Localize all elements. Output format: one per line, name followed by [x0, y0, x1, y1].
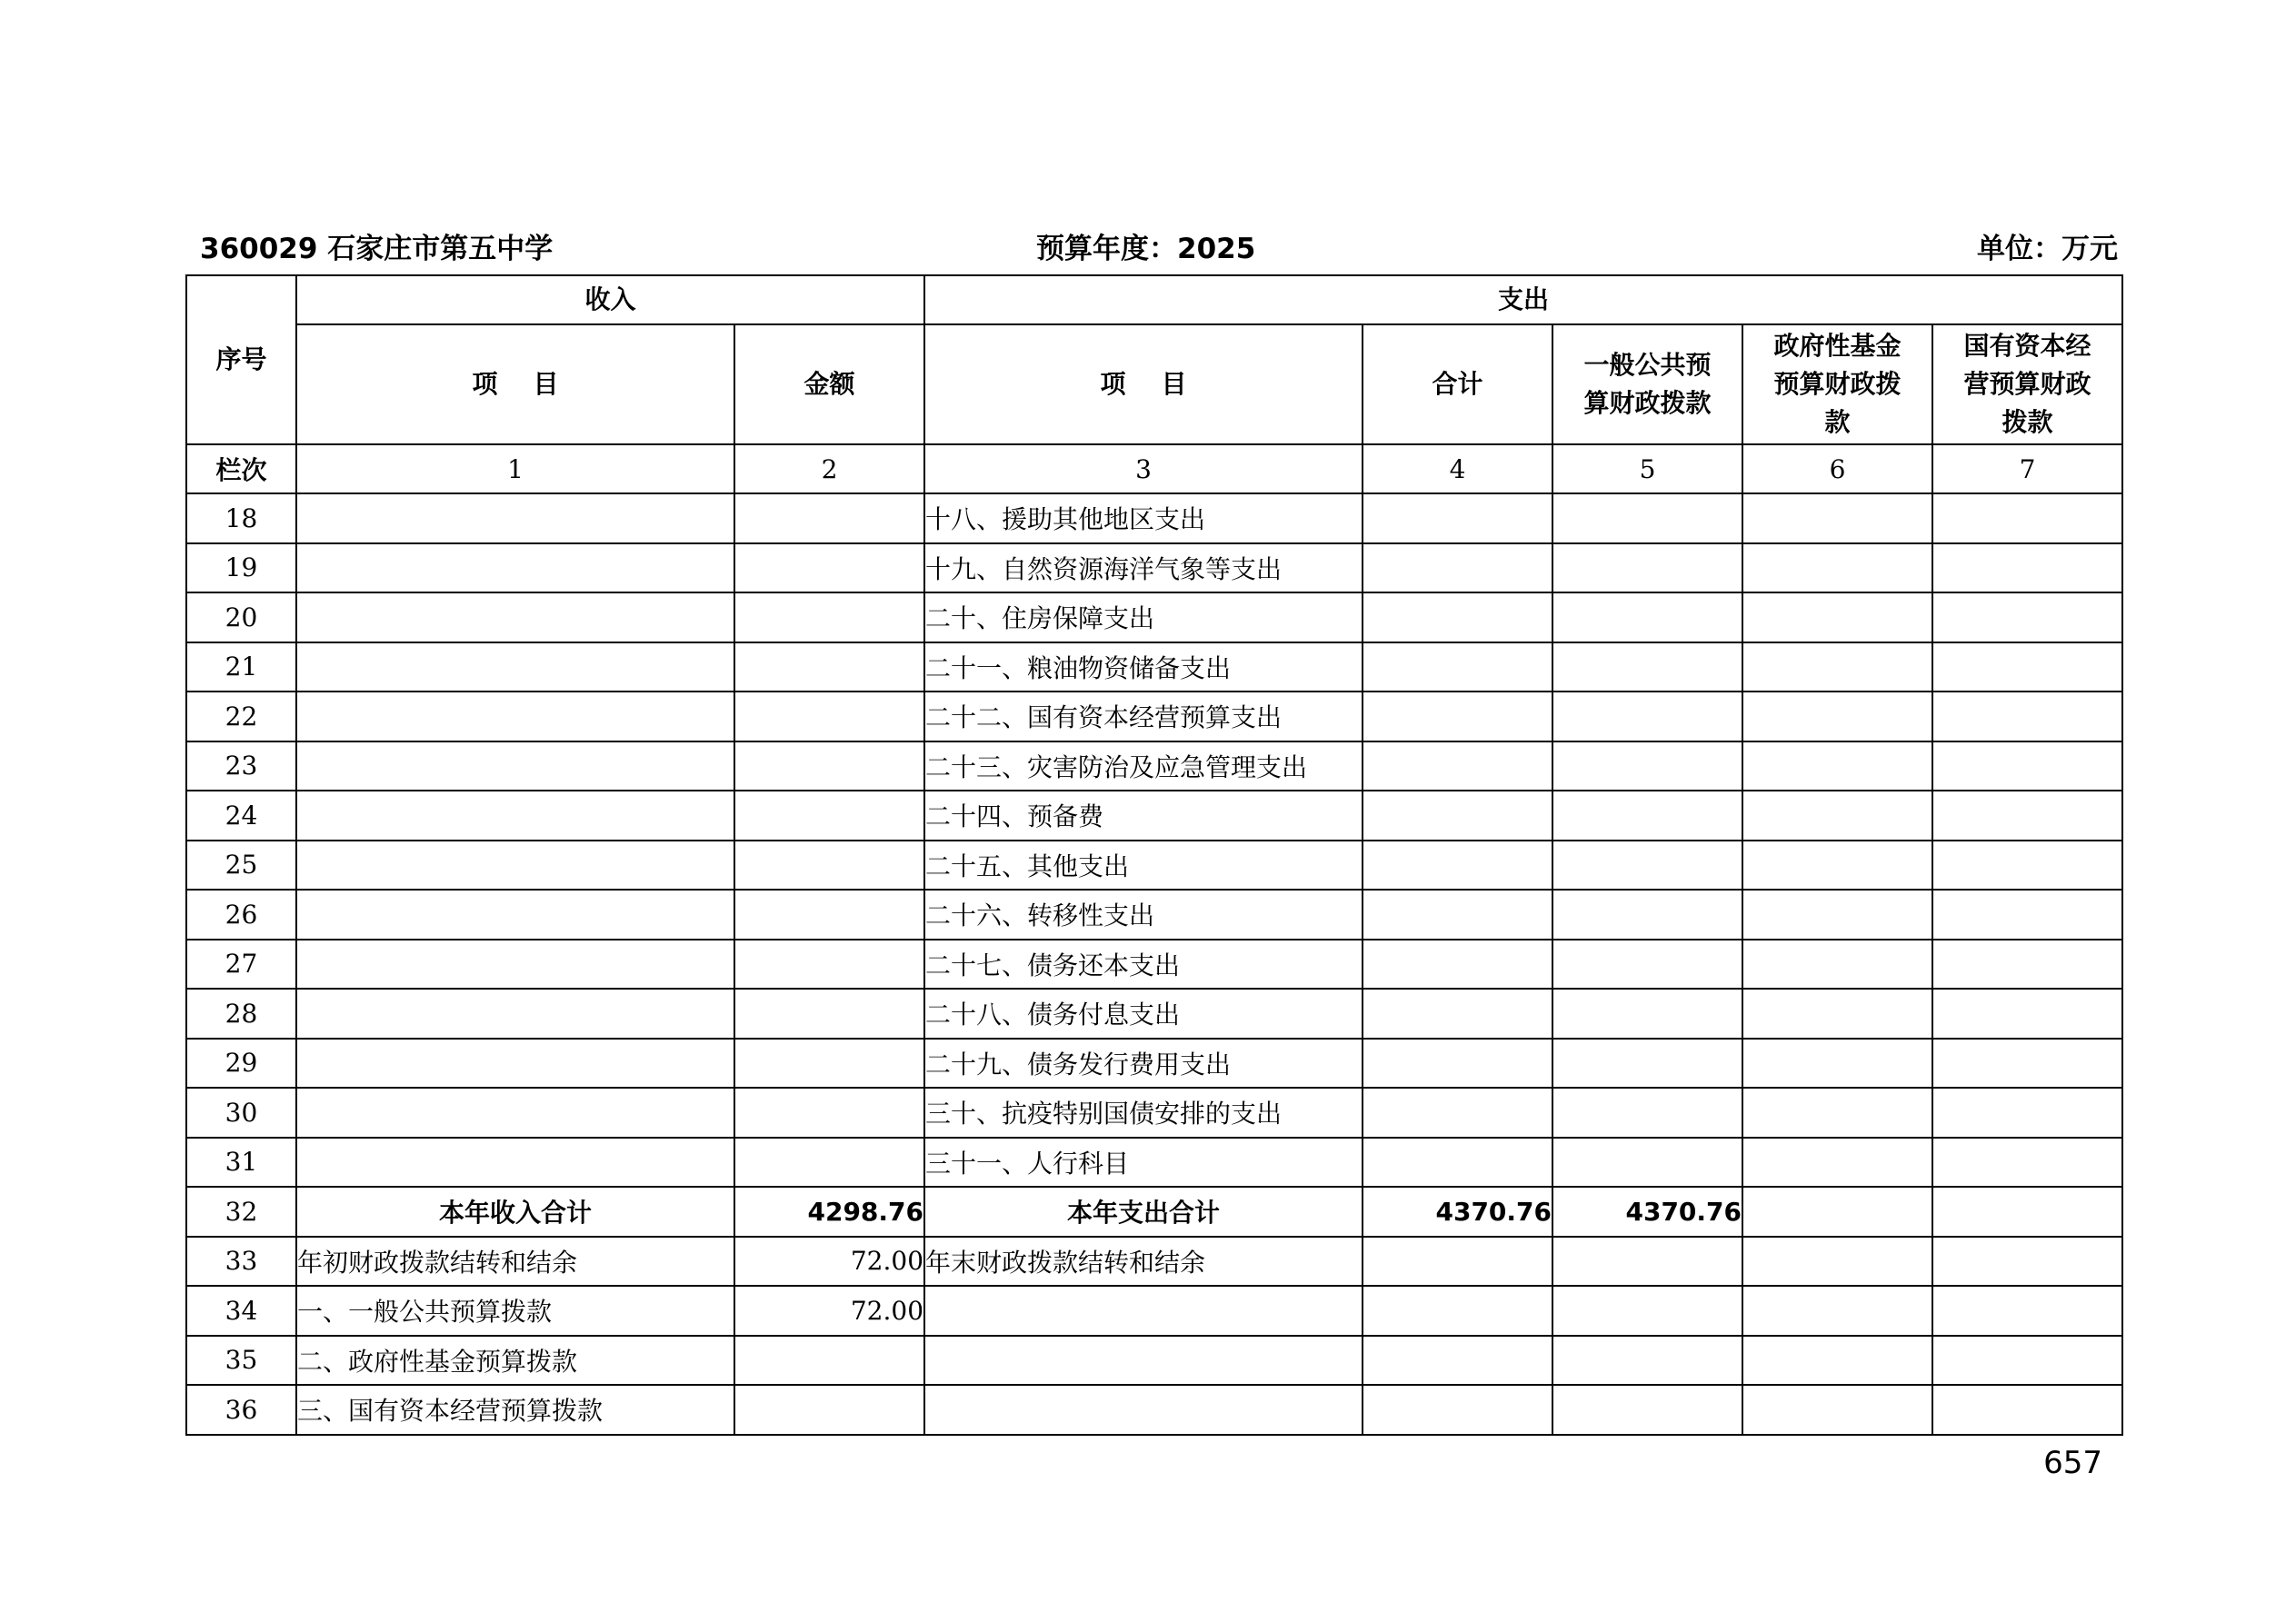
- row-seq: 32: [186, 1187, 296, 1237]
- expense-total: [1363, 989, 1552, 1039]
- income-item: [296, 1088, 734, 1138]
- state-capital-amount: [1932, 1286, 2122, 1336]
- general-budget-amount: [1552, 543, 1742, 593]
- row-seq: 27: [186, 940, 296, 990]
- general-budget-amount: [1552, 841, 1742, 891]
- state-capital-amount: [1932, 791, 2122, 841]
- general-budget-amount: [1552, 1237, 1742, 1287]
- row-seq: 34: [186, 1286, 296, 1336]
- state-capital-amount: [1932, 1039, 2122, 1089]
- expense-total: [1363, 1237, 1552, 1287]
- table-row: [186, 493, 2122, 543]
- income-amount: [734, 841, 924, 891]
- income-item: 年初财政拨款结转和结余: [296, 1237, 734, 1287]
- gov-fund-amount: [1742, 1237, 1932, 1287]
- gov-fund-amount: [1742, 1187, 1932, 1237]
- expense-total: [1363, 940, 1552, 990]
- row-seq: 29: [186, 1039, 296, 1089]
- row-seq: 26: [186, 890, 296, 940]
- row-seq: 24: [186, 791, 296, 841]
- general-budget-amount: [1552, 493, 1742, 543]
- state-capital-amount: [1932, 890, 2122, 940]
- expense-total: [1363, 642, 1552, 692]
- expense-total: [1363, 1385, 1552, 1435]
- column-number-label: 栏次: [186, 444, 296, 493]
- income-amount: [734, 1385, 924, 1435]
- table-row: [186, 543, 2122, 593]
- column-number: 1: [296, 444, 734, 493]
- income-item: 一、一般公共预算拨款: [296, 1286, 734, 1336]
- gov-fund-amount: [1742, 1286, 1932, 1336]
- table-row: [186, 1336, 2122, 1386]
- gov-fund-amount: [1742, 1336, 1932, 1386]
- row-seq: 25: [186, 841, 296, 891]
- income-amount: [734, 1039, 924, 1089]
- gov-fund-amount: [1742, 1039, 1932, 1089]
- expense-item: 二十五、其他支出: [924, 841, 1363, 891]
- income-amount: [734, 741, 924, 791]
- table-row: [186, 890, 2122, 940]
- income-amount: [734, 1138, 924, 1188]
- income-amount: 72.00: [734, 1286, 924, 1336]
- income-item: [296, 692, 734, 741]
- row-seq: 22: [186, 692, 296, 741]
- state-capital-amount: [1932, 1138, 2122, 1188]
- expense-total: [1363, 791, 1552, 841]
- total-header: 合计: [1363, 324, 1552, 444]
- income-amount: [734, 791, 924, 841]
- income-item: [296, 841, 734, 891]
- budget-year: 预算年度：2025: [1036, 233, 1256, 265]
- gov-fund-header: 政府性基金预算财政拨款: [1742, 324, 1932, 444]
- gov-fund-amount: [1742, 1138, 1932, 1188]
- expense-total: [1363, 1088, 1552, 1138]
- income-amount: [734, 1336, 924, 1386]
- state-capital-header: 国有资本经营预算财政拨款: [1932, 324, 2122, 444]
- expense-total: [1363, 543, 1552, 593]
- row-seq: 20: [186, 592, 296, 642]
- row-seq: 31: [186, 1138, 296, 1188]
- income-amount: 72.00: [734, 1237, 924, 1287]
- gov-fund-amount: [1742, 940, 1932, 990]
- gov-fund-amount: [1742, 1385, 1932, 1435]
- column-number: 7: [1932, 444, 2122, 493]
- state-capital-amount: [1932, 940, 2122, 990]
- expense-item: [924, 1336, 1363, 1386]
- column-number: 4: [1363, 444, 1552, 493]
- column-number: 3: [924, 444, 1363, 493]
- expense-group-header: 支出: [924, 275, 2122, 324]
- table-row: [186, 1138, 2122, 1188]
- gov-fund-amount: [1742, 543, 1932, 593]
- income-item: 本年收入合计: [296, 1187, 734, 1237]
- income-item: [296, 1039, 734, 1089]
- unit-code-title: 360029 石家庄市第五中学: [200, 233, 554, 265]
- state-capital-amount: [1932, 642, 2122, 692]
- expense-total: [1363, 841, 1552, 891]
- table-row: [186, 940, 2122, 990]
- gov-fund-amount: [1742, 841, 1932, 891]
- general-budget-amount: [1552, 1138, 1742, 1188]
- gov-fund-amount: [1742, 692, 1932, 741]
- income-item: [296, 940, 734, 990]
- income-item: [296, 543, 734, 593]
- expense-item: 二十九、债务发行费用支出: [924, 1039, 1363, 1089]
- expense-total: 4370.76: [1363, 1187, 1552, 1237]
- expense-item: [924, 1385, 1363, 1435]
- expense-item: 十八、援助其他地区支出: [924, 493, 1363, 543]
- general-budget-amount: [1552, 741, 1742, 791]
- general-budget-amount: [1552, 989, 1742, 1039]
- state-capital-amount: [1932, 1237, 2122, 1287]
- table-row: [186, 841, 2122, 891]
- expense-item: 二十八、债务付息支出: [924, 989, 1363, 1039]
- expense-item: 本年支出合计: [924, 1187, 1363, 1237]
- table-row: [186, 1385, 2122, 1435]
- state-capital-amount: [1932, 493, 2122, 543]
- expense-item: 二十二、国有资本经营预算支出: [924, 692, 1363, 741]
- table-row: [186, 1237, 2122, 1287]
- table-row: [186, 592, 2122, 642]
- expense-total: [1363, 741, 1552, 791]
- income-item: [296, 1138, 734, 1188]
- row-seq: 35: [186, 1336, 296, 1386]
- expense-total: [1363, 692, 1552, 741]
- expense-item: 十九、自然资源海洋气象等支出: [924, 543, 1363, 593]
- income-amount: [734, 890, 924, 940]
- income-item: [296, 642, 734, 692]
- gov-fund-amount: [1742, 791, 1932, 841]
- income-item: [296, 592, 734, 642]
- income-item: [296, 890, 734, 940]
- gov-fund-amount: [1742, 741, 1932, 791]
- state-capital-amount: [1932, 1336, 2122, 1386]
- income-amount: [734, 692, 924, 741]
- row-seq: 21: [186, 642, 296, 692]
- table-row: [186, 989, 2122, 1039]
- currency-unit: 单位：万元: [1977, 233, 2118, 265]
- general-budget-amount: [1552, 1336, 1742, 1386]
- general-budget-amount: 4370.76: [1552, 1187, 1742, 1237]
- column-number: 6: [1742, 444, 1932, 493]
- expense-item: [924, 1286, 1363, 1336]
- income-amount: [734, 1088, 924, 1138]
- state-capital-amount: [1932, 1385, 2122, 1435]
- expense-item: 二十一、粮油物资储备支出: [924, 642, 1363, 692]
- row-seq: 18: [186, 493, 296, 543]
- income-amount: [734, 493, 924, 543]
- row-seq: 30: [186, 1088, 296, 1138]
- expense-item: 年末财政拨款结转和结余: [924, 1237, 1363, 1287]
- state-capital-amount: [1932, 741, 2122, 791]
- table-row: [186, 1039, 2122, 1089]
- state-capital-amount: [1932, 692, 2122, 741]
- expense-item: 二十七、债务还本支出: [924, 940, 1363, 990]
- general-budget-amount: [1552, 642, 1742, 692]
- row-seq: 28: [186, 989, 296, 1039]
- expense-item: 三十一、人行科目: [924, 1138, 1363, 1188]
- expense-item-header: 项 目: [924, 324, 1363, 444]
- gov-fund-amount: [1742, 493, 1932, 543]
- income-amount: [734, 989, 924, 1039]
- expense-item: 二十六、转移性支出: [924, 890, 1363, 940]
- income-amount: [734, 543, 924, 593]
- column-number: 5: [1552, 444, 1742, 493]
- expense-item: 二十三、灾害防治及应急管理支出: [924, 741, 1363, 791]
- table-row: [186, 1187, 2122, 1237]
- income-amount: 4298.76: [734, 1187, 924, 1237]
- general-budget-amount: [1552, 890, 1742, 940]
- general-budget-amount: [1552, 692, 1742, 741]
- report-header: [200, 225, 2118, 269]
- expense-total: [1363, 1138, 1552, 1188]
- state-capital-amount: [1932, 1088, 2122, 1138]
- income-amount: [734, 940, 924, 990]
- state-capital-amount: [1932, 543, 2122, 593]
- table-row: [186, 1286, 2122, 1336]
- column-number: 2: [734, 444, 924, 493]
- state-capital-amount: [1932, 841, 2122, 891]
- expense-total: [1363, 890, 1552, 940]
- table-body: [186, 493, 2122, 1435]
- income-item-header: 项 目: [296, 324, 734, 444]
- income-amount-header: 金额: [734, 324, 924, 444]
- expense-item: 三十、抗疫特别国债安排的支出: [924, 1088, 1363, 1138]
- general-budget-amount: [1552, 940, 1742, 990]
- income-amount: [734, 642, 924, 692]
- expense-total: [1363, 1286, 1552, 1336]
- row-seq: 33: [186, 1237, 296, 1287]
- row-seq: 23: [186, 741, 296, 791]
- gov-fund-amount: [1742, 989, 1932, 1039]
- column-number-row: [186, 444, 2122, 493]
- page-number: 657: [2043, 1445, 2102, 1481]
- income-item: [296, 741, 734, 791]
- budget-table: [185, 274, 2123, 1436]
- general-budget-header: 一般公共预算财政拨款: [1552, 324, 1742, 444]
- general-budget-amount: [1552, 1088, 1742, 1138]
- income-item: 三、国有资本经营预算拨款: [296, 1385, 734, 1435]
- gov-fund-amount: [1742, 592, 1932, 642]
- general-budget-amount: [1552, 791, 1742, 841]
- gov-fund-amount: [1742, 642, 1932, 692]
- expense-total: [1363, 493, 1552, 543]
- general-budget-amount: [1552, 1039, 1742, 1089]
- general-budget-amount: [1552, 1385, 1742, 1435]
- table-row: [186, 741, 2122, 791]
- state-capital-amount: [1932, 1187, 2122, 1237]
- expense-item: 二十四、预备费: [924, 791, 1363, 841]
- income-item: 二、政府性基金预算拨款: [296, 1336, 734, 1386]
- gov-fund-amount: [1742, 890, 1932, 940]
- expense-total: [1363, 1336, 1552, 1386]
- income-group-header: 收入: [296, 275, 924, 324]
- row-seq: 36: [186, 1385, 296, 1435]
- table-row: [186, 642, 2122, 692]
- income-amount: [734, 592, 924, 642]
- table-row: [186, 791, 2122, 841]
- table-row: [186, 1088, 2122, 1138]
- table-row: [186, 692, 2122, 741]
- general-budget-amount: [1552, 1286, 1742, 1336]
- income-item: [296, 989, 734, 1039]
- general-budget-amount: [1552, 592, 1742, 642]
- expense-total: [1363, 1039, 1552, 1089]
- gov-fund-amount: [1742, 1088, 1932, 1138]
- expense-item: 二十、住房保障支出: [924, 592, 1363, 642]
- income-item: [296, 493, 734, 543]
- state-capital-amount: [1932, 989, 2122, 1039]
- income-item: [296, 791, 734, 841]
- state-capital-amount: [1932, 592, 2122, 642]
- seq-header: 序号: [186, 275, 296, 444]
- expense-total: [1363, 592, 1552, 642]
- row-seq: 19: [186, 543, 296, 593]
